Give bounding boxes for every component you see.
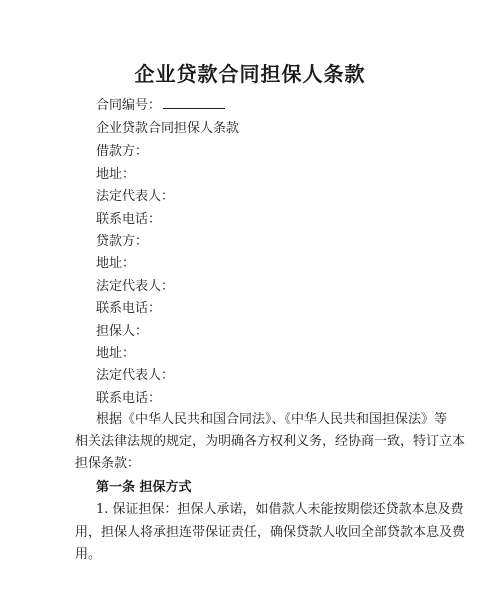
borrower-legal-rep: 法定代表人：: [96, 189, 175, 204]
guarantor-heading: 担保人：: [96, 324, 149, 339]
lender-legal-rep: 法定代表人：: [96, 279, 175, 294]
preamble-line-2: 相关法律法规的规定，为明确各方权利义务，经协商一致，特订立本: [75, 434, 466, 449]
guarantor-address: 地址：: [96, 346, 136, 361]
guarantor-legal-rep: 法定代表人：: [96, 368, 175, 383]
lender-heading: 贷款方：: [96, 234, 149, 249]
contract-number-label: 合同编号：: [96, 98, 162, 113]
preamble-line-3: 担保条款：: [75, 456, 141, 471]
article-1-line-3: 用。: [75, 547, 102, 562]
article-1-line-1: 1. 保证担保：担保人承诺，如借款人未能按期偿还贷款本息及费: [96, 502, 464, 517]
article-1-title: 第一条 担保方式: [96, 480, 192, 495]
lender-address: 地址：: [96, 256, 136, 271]
borrower-heading: 借款方：: [96, 144, 149, 159]
borrower-phone: 联系电话：: [96, 212, 162, 227]
article-1-line-2: 用，担保人将承担连带保证责任，确保贷款人收回全部贷款本息及费: [75, 525, 466, 540]
borrower-address: 地址：: [96, 167, 136, 182]
document-title: 企业贷款合同担保人条款: [134, 62, 366, 86]
contract-number-blank: [163, 107, 225, 109]
preamble-line-1: 根据《中华人民共和国合同法》、《中华人民共和国担保法》等: [96, 412, 448, 427]
guarantor-phone: 联系电话：: [96, 391, 162, 406]
lender-phone: 联系电话：: [96, 301, 162, 316]
document-subtitle: 企业贷款合同担保人条款: [96, 121, 240, 136]
contract-number-line: [96, 94, 225, 113]
